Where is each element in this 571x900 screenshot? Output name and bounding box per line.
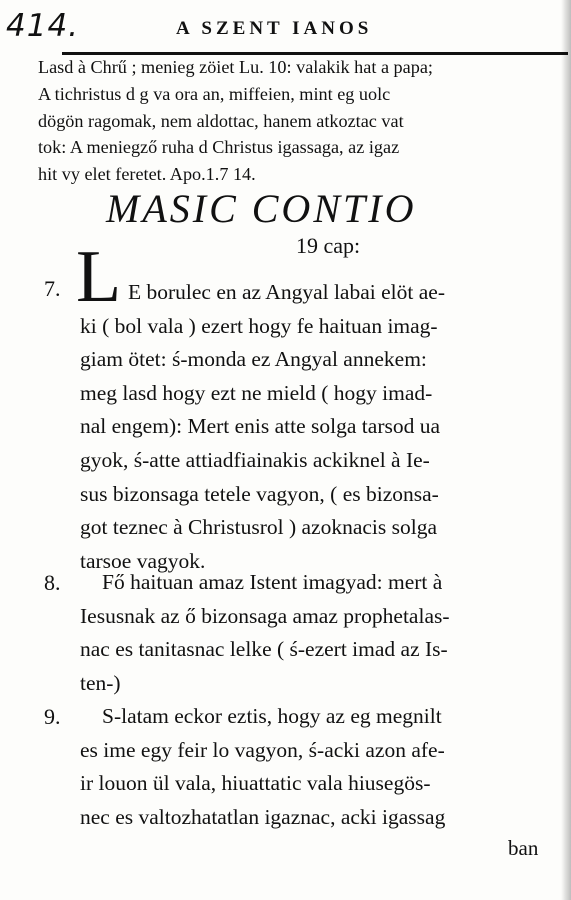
text-line: hit vy elet feretet. Apo.1.7 14. bbox=[38, 164, 256, 185]
text-line: Lasd à Chrű ; menieg zöiet Lu. 10: valakik hat a papa; bbox=[38, 57, 433, 77]
verse-line: nec es valtozhatatlan igaznac, acki igassag bbox=[80, 804, 446, 829]
page-edge-shadow bbox=[561, 0, 571, 900]
verse-line: got teznec à Christusrol ) azoknacis solga bbox=[80, 515, 438, 540]
verse-line: ki ( bol vala ) ezert hogy fe haituan imag- bbox=[80, 313, 438, 338]
verse-line: nac es tanitasnac lelke ( ś-ezert imad az Is- bbox=[80, 637, 448, 662]
verse-line: nal engem): Mert enis atte solga tarsod ua bbox=[80, 414, 441, 439]
verse-line: Iesusnak az ő bizonsaga amaz prophetalas- bbox=[80, 603, 450, 628]
chapter-label: 19 cap: bbox=[296, 233, 361, 258]
verse-line: S-latam eckor eztis, hogy az eg megnilt bbox=[102, 704, 442, 728]
verse-7-text bbox=[80, 276, 560, 578]
verse-8-text bbox=[80, 566, 560, 700]
page-number: 414. bbox=[6, 8, 80, 44]
verse-line: Fő haituan amaz Istent imagyad: mert à bbox=[102, 570, 443, 594]
running-head: A SZENT IANOS bbox=[176, 18, 373, 39]
section-title: MASIC CONTIO bbox=[106, 186, 417, 231]
top-paragraph bbox=[38, 54, 558, 188]
verse-line: meg lasd hogy ezt ne mield ( hogy imad- bbox=[80, 380, 433, 405]
verse-line: giam ötet: ś-monda ez Angyal annekem: bbox=[80, 347, 427, 372]
drop-cap: L bbox=[76, 236, 122, 318]
catchword: ban bbox=[508, 836, 539, 860]
page-header bbox=[6, 8, 566, 48]
verse-line: es ime egy feir lo vagyon, ś-acki azon afe- bbox=[80, 737, 445, 762]
verse-line: sus bizonsaga tetele vagyon, ( es bizonsa- bbox=[80, 481, 439, 506]
verse-9-text bbox=[80, 700, 560, 834]
verse-line: ir louon ül vala, hiuattatic vala hiusegös- bbox=[80, 771, 431, 796]
text-line: dögön ragomak, nem aldottac, hanem atkoztac vat bbox=[38, 110, 404, 131]
text-line: A tichristus d g va ora an, miffeien, mint eg uolc bbox=[38, 83, 391, 104]
verse-line: tarsoe vagyok. bbox=[80, 548, 206, 573]
verse-number-9: 9. bbox=[44, 704, 61, 729]
verse-line: gyok, ś-atte attiadfiainakis ackiknel à Ie- bbox=[80, 447, 430, 472]
verse-number-8: 8. bbox=[44, 570, 61, 595]
verse-line: E borulec en az Angyal labai elöt ae- bbox=[128, 280, 445, 304]
text-line: tok: A meniegző ruha d Christus igassaga, az igaz bbox=[38, 137, 400, 158]
verse-line: ten-) bbox=[80, 670, 121, 695]
verse-number-7: 7. bbox=[44, 276, 61, 301]
